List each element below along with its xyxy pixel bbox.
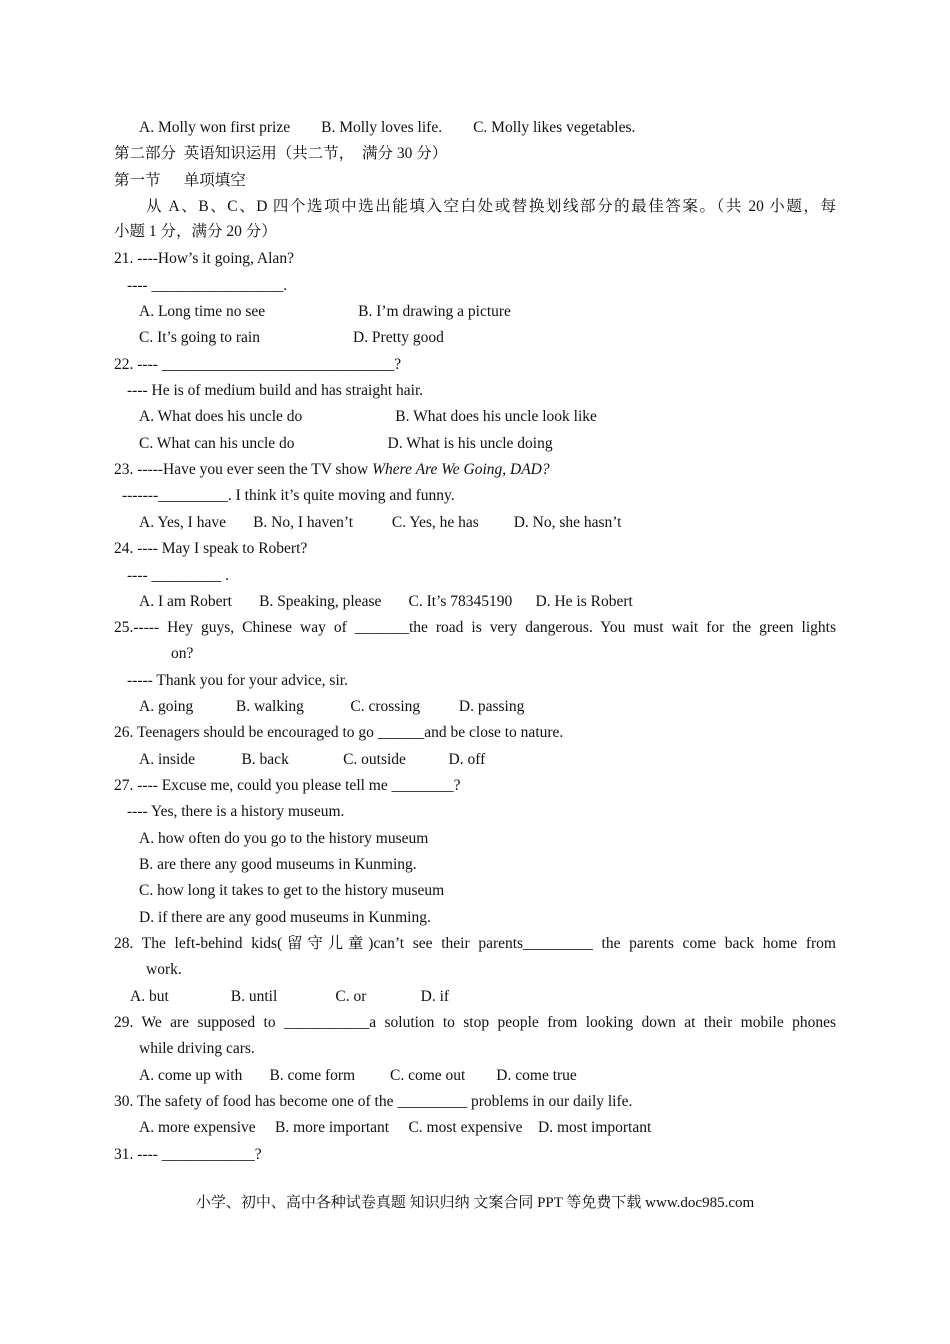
q29-stem-line-2: while driving cars. [139, 1040, 255, 1057]
q30-options: A. more expensive B. more important C. most expensive D. most important [139, 1119, 652, 1136]
q23-stem [114, 460, 550, 480]
q22-options-cd: C. What can his uncle do D. What is his uncle doing [139, 435, 553, 452]
q31-stem: 31. ---- ____________? [114, 1146, 262, 1163]
q25-reply: ----- Thank you for your advice, sir. [127, 672, 348, 689]
q29-options: A. come up with B. come form C. come out D. come true [139, 1067, 577, 1084]
q25-stem-line-2: on? [171, 645, 194, 662]
q22-stem: 22. ---- ______________________________? [114, 356, 402, 373]
part2-heading: 第二部分 英语知识运用（共二节， 满分 30 分） [114, 145, 448, 162]
instructions-line-2: 小题 1 分，满分 20 分） [114, 223, 277, 240]
q23-options: A. Yes, I have B. No, I haven’t C. Yes, he has D. No, she hasn’t [139, 514, 622, 531]
q29-stem-line-1: 29. We are supposed to ___________a solution to stop people from looking down at their mobile phones [114, 1014, 836, 1031]
q28-stem-line-2: work. [146, 961, 182, 978]
q27-option-b: B. are there any good museums in Kunming. [139, 856, 417, 873]
q20-options: A. Molly won first prize B. Molly loves life. C. Molly likes vegetables. [139, 119, 636, 136]
q26-stem: 26. Teenagers should be encouraged to go ______and be close to nature. [114, 724, 564, 741]
page-footer: 小学、初中、高中各种试卷真题 知识归纳 文案合同 PPT 等免费下载 www.doc985.com [195, 1195, 755, 1211]
q21-reply: ---- _________________. [127, 277, 288, 294]
q27-reply: ---- Yes, there is a history museum. [127, 803, 345, 820]
q23-reply: -------_________. I think it’s quite moving and funny. [122, 487, 455, 504]
q27-option-a: A. how often do you go to the history museum [139, 830, 429, 847]
q21-options-cd: C. It’s going to rain D. Pretty good [139, 329, 444, 346]
q30-stem: 30. The safety of food has become one of the _________ problems in our daily life. [114, 1093, 633, 1110]
q27-option-c: C. how long it takes to get to the history museum [139, 882, 445, 899]
q27-stem: 27. ---- Excuse me, could you please tell me ________? [114, 777, 461, 794]
q22-options-ab: A. What does his uncle do B. What does his uncle look like [139, 408, 597, 425]
q26-options: A. inside B. back C. outside D. off [139, 751, 486, 768]
section1-heading: 第一节 单项填空 [114, 172, 246, 189]
q27-option-d: D. if there are any good museums in Kunming. [139, 909, 431, 926]
q25-stem-line-1: 25.----- Hey guys, Chinese way of _______the road is very dangerous. You must wait for the green lights [114, 619, 836, 636]
q28-options: A. but B. until C. or D. if [130, 988, 450, 1005]
q24-options: A. I am Robert B. Speaking, please C. It’s 78345190 D. He is Robert [139, 593, 633, 610]
q21-stem: 21. ----How’s it going, Alan? [114, 250, 294, 267]
q23-show-title: Where Are We Going, DAD? [372, 461, 550, 478]
q28-stem-line-1: 28. The left-behind kids(留守儿童)can’t see their parents_________ the parents come back home from [114, 935, 836, 952]
q21-options-ab: A. Long time no see B. I’m drawing a picture [139, 303, 511, 320]
q22-reply: ---- He is of medium build and has straight hair. [127, 382, 424, 399]
q24-stem: 24. ---- May I speak to Robert? [114, 540, 308, 557]
q25-options: A. going B. walking C. crossing D. passing [139, 698, 525, 715]
q24-reply: ---- _________ . [127, 567, 230, 584]
instructions-line-1: 从 A、B、C、D 四个选项中选出能填入空白处或替换划线部分的最佳答案。（共 20 小题，每 [146, 198, 836, 215]
q23-stem-text: 23. -----Have you ever seen the TV show [114, 461, 373, 478]
